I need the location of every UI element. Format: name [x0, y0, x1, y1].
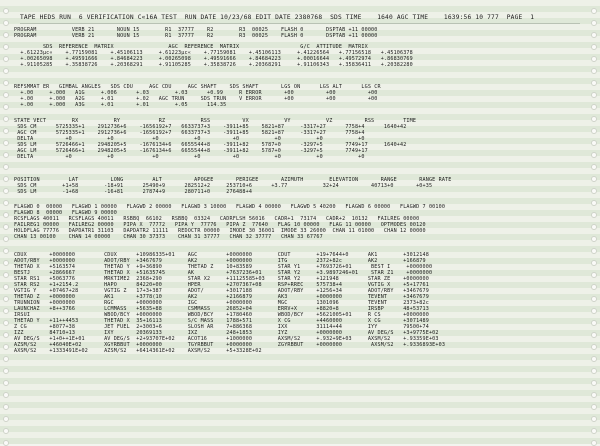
flags-row: FAILREG1 00000 FAILREG2 00000 PIPA X 77772 PIPA Y 77776 PIPA Z 77640 FLAG 10 00000 FLAG 11 00000 OPTMODES 00120: [14, 222, 426, 228]
table-row: IRSUI WBOD/BCY +0000000 WBOD/BCY +1780460 WBOD/BCY +5621005+01 R CS +0000000: [14, 312, 429, 318]
state-vector-header: STATE VECT RX RY RZ RSS VX VY VZ RSS TIME: [14, 118, 417, 124]
sprocket-hole: [3, 152, 9, 158]
program-block: [14, 27, 586, 39]
sprocket-hole: [591, 344, 597, 350]
sprocket-hole: [591, 104, 597, 110]
sprocket-hole: [591, 152, 597, 158]
sprocket-hole: [591, 80, 597, 86]
sprocket-hole: [591, 32, 597, 38]
sprocket-hole: [3, 308, 9, 314]
position-header: POSITION LAT LONG ALT APOGEE PERIGEE AZIMUTH ELEVATION RANGE RANGE RATE: [14, 177, 452, 183]
sprocket-hole: [3, 200, 9, 206]
sprocket-hole: [3, 344, 9, 350]
parameter-table: [14, 252, 586, 354]
sprocket-hole: [591, 416, 597, 422]
sprocket-hole: [3, 428, 9, 434]
sprocket-hole: [3, 380, 9, 386]
sprocket-hole: [591, 248, 597, 254]
flags-row: FLAGWD 8 00000 FLAGWD 9 00000: [14, 210, 117, 216]
sprocket-hole: [3, 176, 9, 182]
sprocket-hole: [3, 224, 9, 230]
sprocket-hole: [3, 392, 9, 398]
table-row: TRUNNION +0000000 RGC +0000000 IGC +0000000 MGC 1301096 TEVENT 2373+82c: [14, 300, 429, 306]
table-row: IZZ 84710+13 IXY 20369133 IXZ 248+1853 IYZ +0000000 AV DEG/S +3+9775E+02: [14, 330, 439, 336]
matrix-row: +.00265098 +.49591666 +.84684223 +.00265098 +.49591666 +.84684223 +.00016644 +.49572974 +.86830769: [14, 56, 413, 62]
sprocket-hole: [591, 320, 597, 326]
table-row: AV DEG/S +1+0++1E+01 AV DEG/S +2+93707E+02 ACOT16 +1000000 AXSM/S2 +.932+9E+03 AXSM/S2 +.93359E+03: [14, 336, 439, 342]
position-row: SDS LM -1+68 -16+81 27874+9 280711+0 276488+4: [14, 189, 253, 195]
sprocket-hole: [3, 32, 9, 38]
sprocket-hole: [591, 392, 597, 398]
sprocket-hole: [591, 260, 597, 266]
sprocket-hole: [3, 104, 9, 110]
sprocket-hole: [3, 56, 9, 62]
sprocket-hole: [591, 200, 597, 206]
sprocket-hole: [3, 128, 9, 134]
state-vector-row: SDS LM 5726466+1 2948205+5 -1676134+6 6655544+8 -3911+82 5787+0 -3297+5 7749+17 1640+42: [14, 142, 407, 148]
sprocket-hole: [3, 68, 9, 74]
sprocket-hole: [3, 92, 9, 98]
matrix-row: +.61223µc« +.77159081 +.45106113 +.61223µc« +.77159081 +.45106113 +.41226564 +.77156518 +.45106378: [14, 50, 413, 56]
flags-row: RCSFLAGS 40011 RCSFLAGS 40011 RSBBQ 66102 RSBBQ 03324 CADRFLSH 56016 CADR+1 73174 CADR+2 10132 FAILREG 00000: [14, 216, 420, 222]
refsmmat-row: +.00 +.000 A3G +.01 +.01 +.05 114.35: [14, 102, 227, 108]
sprocket-hole: [3, 440, 9, 446]
sprocket-hole: [591, 224, 597, 230]
sprocket-hole: [3, 296, 9, 302]
sprocket-hole: [591, 164, 597, 170]
sprocket-hole: [3, 212, 9, 218]
right-sprocket-holes: [588, 0, 600, 444]
table-row: THETAD Y +11++4453 THETAD X 35+16113 S/C MASS 1788+571 X CG +4460000 X CG +3071489: [14, 318, 429, 324]
sprocket-hole: [3, 332, 9, 338]
table-row: THETAD X +5163574 THETAD Y +9+36890 THETAD Z 10+83589 STAR Y1 +7693726+01 BEST I +0000000: [14, 264, 433, 270]
header-divider: [20, 23, 580, 24]
sprocket-hole: [3, 8, 9, 14]
sprocket-hole: [591, 212, 597, 218]
table-row: LAUNCHAZ +8++3766 LCMMASS +5635+88 CSMMASS 26852+04 ERRV+X +8820+8 IRSBP 48+53713: [14, 306, 429, 312]
sprocket-hole: [3, 368, 9, 374]
table-row: VGTIG Y +07467+28 VGTIG Z 17+3+387 ADOT/ +3017188 ADOT/RBY +1256+34 ADOT/RBY +3467679: [14, 288, 429, 294]
table-row: ADOT/RBY +0000000 ADOT/RBY +3467679 AK2 +0000000 ITG 2372+82c AK2 +166879: [14, 258, 426, 264]
sprocket-hole: [591, 368, 597, 374]
table-row: CDUX +0000000 CDUX +10986335+01 AGC +0000000 CDUT +19+7644+0 AK1 +3012148: [14, 252, 429, 258]
position-block: [14, 177, 586, 195]
printout-sheet: [14, 0, 586, 444]
state-vector-block: [14, 118, 586, 160]
sprocket-hole: [591, 272, 597, 278]
sprocket-hole: [591, 44, 597, 50]
sprocket-hole: [591, 176, 597, 182]
flags-row: CHAN 13 00100 CHAN 14 00000 CHAN 30 37373 CHAN 31 37777 CHAN 32 37777 CHAN 33 67767: [14, 234, 323, 240]
table-row: THETAD Z +0000000 AK1 +3778(10 AK2 +2166879 AK3 +0000000 TEVENT +3467679: [14, 294, 429, 300]
sprocket-hole: [591, 8, 597, 14]
program-line: PROGRAM VERB 21 NOUN 15 R1 37777 R2 R3 00025 FLASH 0 DSPTAB +11 00000: [14, 27, 378, 33]
sprocket-hole: [3, 80, 9, 86]
sprocket-hole: [3, 248, 9, 254]
refsmmat-block: [14, 84, 586, 108]
sprocket-hole: [591, 188, 597, 194]
left-sprocket-holes: [0, 0, 12, 444]
sprocket-hole: [3, 284, 9, 290]
sprocket-hole: [591, 128, 597, 134]
sprocket-hole: [3, 404, 9, 410]
refsmmat-row: +.00 +.000 A1G +.006 +.03 +.03 +0.99 R ERROR +00 +00 +00: [14, 90, 378, 96]
sprocket-hole: [3, 44, 9, 50]
matrix-header: SDS REFERENCE MATRIX AGC REFERENCE MATRIX G/C ATTITUDE MATRIX: [14, 44, 368, 50]
sprocket-hole: [3, 164, 9, 170]
flags-row: FLAGWD 0 00000 FLAGWD 1 00000 FLAGWD 2 00000 FLAGWD 3 10000 FLAGWD 4 00000 FLAGWD 5 40200 FLAGWD 6 00000 FLAGWD 7 00100: [14, 204, 446, 210]
sprocket-hole: [591, 296, 597, 302]
sprocket-hole: [591, 236, 597, 242]
sprocket-hole: [591, 428, 597, 434]
sprocket-hole: [591, 20, 597, 26]
sprocket-hole: [591, 68, 597, 74]
state-vector-row: AGC CM 5725335+1 2912736+6 -1656192+7 6633737+3 -3911+85 5821+87 -3317+27 7758+4: [14, 130, 365, 136]
sprocket-hole: [3, 416, 9, 422]
table-row: STAR RS1 +5063776 MRKTIME2 2368+290 STAR X2 +11125585+03 STAR Y2 +121948 STAR ZE +0000000: [14, 276, 429, 282]
state-vector-row: AGC LM 5726466+1 2948205+5 -1676134+6 6655544+8 -3911+82 5787+0 -3297+5 7749+17: [14, 148, 368, 154]
sprocket-hole: [591, 356, 597, 362]
state-vector-row: DELTA +0 +0 +0 +0 +0 +0 +0 +0: [14, 154, 365, 160]
state-vector-row: SDS CM 5725335+1 2912736+6 -1656192+7 6633737+3 -3911+85 5821+87 -3317+27 7758+4 1640+42: [14, 124, 407, 130]
sprocket-hole: [591, 116, 597, 122]
sprocket-hole: [3, 188, 9, 194]
sprocket-hole: [3, 260, 9, 266]
table-row: AXSM/S2 +1333491E+02 AZSM/S2 +6414361E+02 AXSM/S2 +5+3328E+02: [14, 348, 262, 354]
sprocket-hole: [3, 116, 9, 122]
matrix-row: +.91105285 +.35838726 +.20368291 +.91105285 +.35838726 +.20368291 +.91106343 +.35836411 +.20382280: [14, 62, 413, 68]
sprocket-hole: [591, 56, 597, 62]
table-row: AZSM/S2 +46040E+02 XGYRBBUT +0000000 TGYRBBUT +0000000 ZGYRBBUT +0000000 AXSM/S2 +.9336893E+03: [14, 342, 446, 348]
state-vector-row: DELTA +0 +0 +0 +0 +0 +0 +0 +0: [14, 136, 365, 142]
sprocket-hole: [591, 332, 597, 338]
table-row: Z CG +8077+38 JET FUEL 2+3003+6 SLOSH AR 7+886368 IXX 31114+44 IYY 79500+74: [14, 324, 429, 330]
sprocket-hole: [591, 92, 597, 98]
sprocket-hole: [591, 404, 597, 410]
report-header: TAPE HEDS RUN 6 VERIFICATION C«16A TEST RUN DATE 10/23/68 EDIT DATE 2380768 SDS TIME 1640 AGC TIME 1639:56 10 777 PAGE 1: [20, 14, 535, 21]
sprocket-hole: [591, 380, 597, 386]
sprocket-hole: [3, 272, 9, 278]
sprocket-hole: [591, 140, 597, 146]
refsmmat-row: +.00 +.000 A2G +.01 +.02 AGC TRUN SDS TRUN V ERROR +00 +00 +00: [14, 96, 378, 102]
refsmmat-header: REFSMMAT ER GIMBAL ANGLES SDS CDU AGC CDU AGC SHAFT SDS SHAFT LGS ON LGS ALT LGS CR: [14, 84, 381, 90]
sprocket-hole: [3, 236, 9, 242]
flags-block: [14, 204, 586, 240]
reference-matrix-block: [14, 44, 586, 68]
sprocket-hole: [3, 356, 9, 362]
sprocket-hole: [3, 20, 9, 26]
program-line: PROGRAM VERB 21 NOUN 15 R1 37777 R2 R3 00025 FLASH 0 DSPTAB +11 00000: [14, 33, 378, 39]
table-row: BESTJ +2866667 THETAD X +51635745 AK +7637236+01 STAR Y2 +3.9897246+01 STAR Z1 +0000000: [14, 270, 433, 276]
sprocket-hole: [591, 440, 597, 446]
flags-row: HOLDFLAG 77776 DAPDATR1 31103 DAPDATR2 11111 REDOCTR 00000 IMODE 30 36001 IMODE 33 26000 CHAN 11 01000 CHAN 12 00000: [14, 228, 426, 234]
table-row: STAR RS2 +1+2154.2 HAPO 84220+00 HPER +2707367+08 RSP+RREC 575738+4 VGTIG X +5+17761: [14, 282, 429, 288]
sprocket-hole: [591, 284, 597, 290]
position-row: SDS CM +1+58 -18+91 25490+9 282512+2 253710+6 +3.77 32+24 40713+0 +0+35: [14, 183, 433, 189]
sprocket-hole: [591, 308, 597, 314]
sprocket-hole: [3, 140, 9, 146]
sprocket-hole: [3, 320, 9, 326]
